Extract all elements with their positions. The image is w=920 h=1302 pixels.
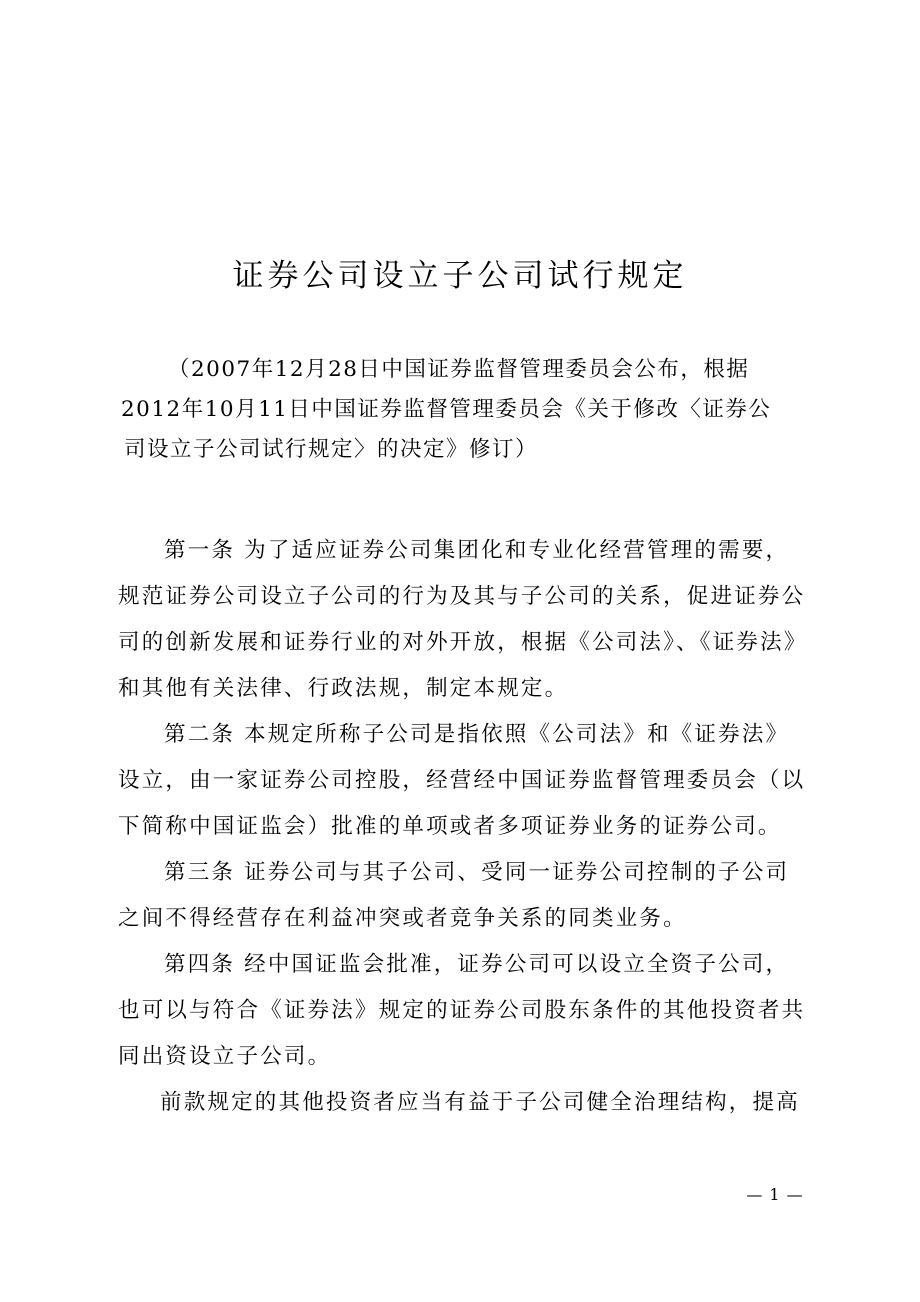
article-4-paragraph-2-line: 前款规定的其他投资者应当有益于子公司健全治理结构，提高: [160, 1090, 800, 1115]
document-title: 证券公司设立子公司试行规定: [232, 258, 688, 294]
subtitle-line: 2012年10月11日中国证券监督管理委员会《关于修改〈证券公: [121, 397, 772, 422]
article-1-line: 和其他有关法律、行政法规，制定本规定。: [118, 676, 569, 701]
article-2-line: 第二条 本规定所称子公司是指依照《公司法》和《证券法》: [164, 722, 790, 747]
article-1-line: 规范证券公司设立子公司的行为及其与子公司的关系，促进证券公: [118, 584, 806, 609]
article-2-line: 设立，由一家证券公司控股，经营经中国证券监督管理委员会（以: [118, 768, 806, 793]
article-3-line: 第三条 证券公司与其子公司、受同一证券公司控制的子公司: [164, 860, 790, 885]
page-number: — 1 —: [746, 1185, 804, 1204]
subtitle-line: 司设立子公司试行规定〉的决定》修订）: [124, 437, 539, 462]
document-subtitle: [118, 350, 798, 470]
article-3-line: 之间不得经营存在利益冲突或者竞争关系的同类业务。: [118, 906, 687, 931]
document-body: [118, 528, 808, 1126]
subtitle-line: （2007年12月28日中国证券监督管理委员会公布，根据: [168, 357, 750, 382]
article-4-line: 也可以与符合《证券法》规定的证券公司股东条件的其他投资者共: [118, 998, 806, 1023]
article-4-line: 第四条 经中国证监会批准，证券公司可以设立全资子公司，: [164, 952, 790, 977]
article-4-line: 同出资设立子公司。: [118, 1044, 332, 1069]
article-1-line: 第一条 为了适应证券公司集团化和专业化经营管理的需要，: [164, 538, 790, 563]
article-2-line: 下简称中国证监会）批准的单项或者多项证券业务的证券公司。: [118, 814, 782, 839]
article-1-line: 司的创新发展和证券行业的对外开放，根据《公司法》、《证券法》: [118, 630, 808, 655]
